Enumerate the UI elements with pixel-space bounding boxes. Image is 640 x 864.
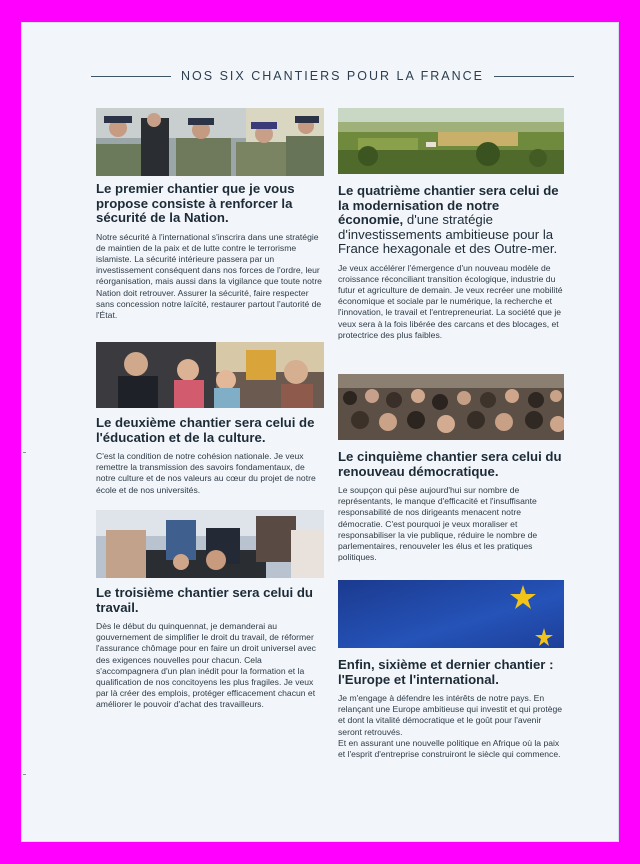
- section-3-heading: Le troisième chantier sera celui du travail.: [96, 585, 313, 615]
- section-5: [338, 450, 566, 563]
- section-1: [96, 182, 324, 321]
- header-rule-right: [494, 76, 574, 77]
- section-1-heading: Le premier chantier que je vous propose consiste à renforcer la sécurité de la Nation.: [96, 181, 295, 225]
- photo-eu-flag: [338, 580, 564, 648]
- section-6-body: Je m'engage à défendre les intérêts de notre pays. En relançant une Europe ambitieuse qui investit et qui protège et dont la vitalité démocratique et le goût pour l'avenir seront retrouvés.: [338, 693, 563, 737]
- photo-soldiers: [96, 108, 324, 176]
- photo-landscape: [338, 108, 564, 174]
- section-6: [338, 658, 566, 760]
- photo-crowd: [338, 374, 564, 440]
- section-2: [96, 416, 324, 496]
- section-6-body-2: Et en assurant une nouvelle politique en Afrique où la paix et l'esprit d'entreprise construiront le siècle qui commence.: [338, 737, 561, 760]
- section-4: [338, 184, 566, 341]
- section-3: [96, 586, 324, 711]
- section-2-body: C'est la condition de notre cohésion nationale. Je veux remettre la transmission des savoirs fondamentaux, de notre culture et de nos valeurs au cœur du projet de notre école et de nos universités.: [96, 451, 316, 495]
- photo-classroom: [96, 342, 324, 408]
- section-5-heading: Le cinquième chantier sera celui du renouveau démocratique.: [338, 449, 562, 479]
- section-4-heading-tail: d'une stratégie d'investissements ambitieuse pour la France hexagonale et des Outre-mer.: [338, 212, 558, 256]
- section-5-body: Le soupçon qui pèse aujourd'hui sur nombre de représentants, le manque d'efficacité et l'insuffisante responsabilité de nos dirigeants menacent notre démocratie. C'est pourquoi je veux moraliser et responsabiliser la vie publique, réduire le nombre de parlementaires, renouveler les élus et les pratiques politiques.: [338, 485, 538, 563]
- margin-mark: [23, 774, 26, 775]
- section-3-body: Dès le début du quinquennat, je demanderai au gouvernement de simplifier le droit du travail, de réformer l'assurance chômage pour en faire un droit universel avec des exigences nouvelles pour chacun. Cela s'accompagnera d'un plan inédit pour la formation et la qualification de nos concitoyens les plus fragiles. Je veux par là créer des emplois, protéger efficacement chacun et améliorer le pouvoir d'achat des travailleurs.: [96, 621, 316, 710]
- section-4-heading: [338, 184, 566, 257]
- section-1-body: Notre sécurité à l'international s'inscrira dans une stratégie de maintien de la paix et de lutte contre le terrorisme islamiste. La sécurité intérieure passera par un investissement conséquent dans nos forces de l'ordre, leur réorganisation, mais aussi dans la vigilance que toute notre Nation doit retrouver. Assurer la sécurité, faire respecter sans concession notre laïcité, restaurer partout l'autorité de l'État.: [96, 231, 322, 320]
- photo-workers: [96, 510, 324, 578]
- section-4-body: Je veux accélérer l'émergence d'un nouveau modèle de croissance réconciliant transition écologique, industrie du futur et agriculture de demain. Je veux recréer une mobilité économique et sociale par le numérique, la recherche et l'innovation, le travail et l'entrepreneuriat. La société que je veux sera à la fois libérée des carcans et des blocages, et protectrice des plus faibles.: [338, 262, 563, 340]
- page-header: [91, 68, 574, 84]
- page-sheet: [21, 22, 619, 842]
- section-4-heading-bold: Le quatrième chantier sera celui de la modernisation de notre économie,: [338, 183, 559, 227]
- header-rule-left: [91, 76, 171, 77]
- page-title: NOS SIX CHANTIERS POUR LA FRANCE: [181, 69, 484, 83]
- section-6-heading: Enfin, sixième et dernier chantier : l'Europe et l'international.: [338, 657, 554, 687]
- section-2-heading: Le deuxième chantier sera celui de l'éducation et de la culture.: [96, 415, 315, 445]
- margin-mark: [23, 452, 26, 453]
